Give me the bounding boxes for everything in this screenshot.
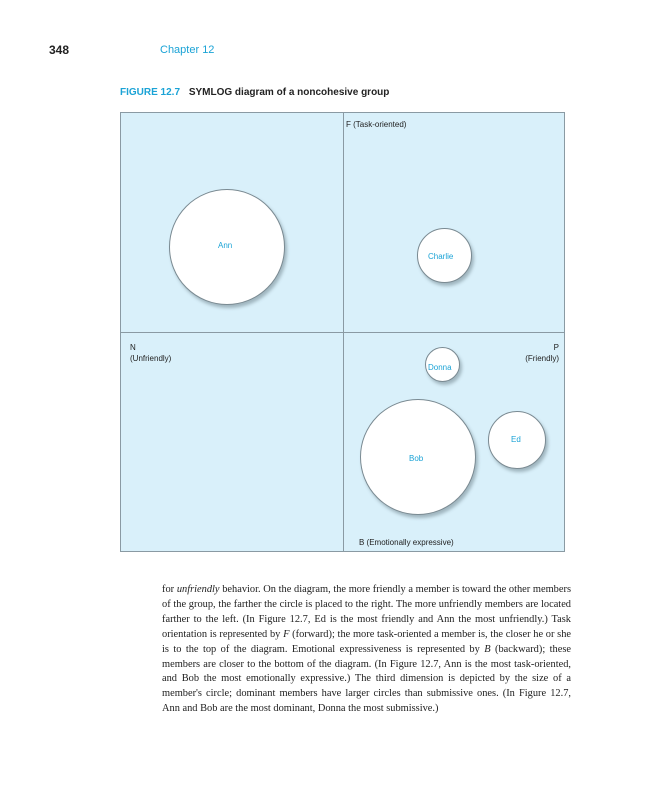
member-label-ed: Ed xyxy=(511,435,521,444)
body-text-segment: for xyxy=(162,584,177,595)
symlog-diagram xyxy=(120,112,565,552)
body-text-segment: behavior. On the diagram, the more friendly a member is toward the other members of the group, the farther the circle is placed to the right. The more unfriendly members are located farther to the left. (In Figure 12.7, Ed is the most friendly and Ann the most unfriendly.) Task orientation is represented by xyxy=(162,584,571,640)
body-text-segment: (backward); these members are closer to the bottom of the diagram. (In Figure 12.7, Ann is the most task-oriented, and Bob the most emotionally expressive.) The third dimension is depicted by the size of a member's circle; dominant members have larger circles than submissive ones. (In Figure 12.7, Ann and Bob are the most dominant, Donna the most submissive.) xyxy=(162,643,571,715)
body-emphasis: F xyxy=(283,628,290,640)
page-number: 348 xyxy=(49,43,70,57)
body-text-segment: (forward); the more task-oriented a member is, the closer he or she is to the top of the diagram. Emotional expressiveness is represented by xyxy=(162,628,571,655)
horizontal-axis xyxy=(121,332,564,333)
chapter-title: Chapter 12 xyxy=(160,44,215,56)
axis-label-top: F (Task-oriented) xyxy=(346,120,407,129)
axis-left-desc: (Unfriendly) xyxy=(130,354,172,363)
axis-left-letter: N xyxy=(130,343,136,352)
axis-right-desc: (Friendly) xyxy=(525,354,559,363)
body-emphasis: unfriendly xyxy=(176,584,220,595)
member-label-ann: Ann xyxy=(218,241,233,250)
member-label-bob: Bob xyxy=(409,454,424,463)
body-emphasis: B xyxy=(484,643,491,655)
axis-label-bottom: B (Emotionally expressive) xyxy=(359,538,454,547)
axis-right-letter: P xyxy=(553,343,559,352)
figure-number: FIGURE 12.7 xyxy=(120,87,181,98)
figure-title: SYMLOG diagram of a noncohesive group xyxy=(188,87,390,98)
axis-label-right xyxy=(525,342,559,364)
member-label-charlie: Charlie xyxy=(428,252,454,261)
figure-caption xyxy=(120,87,389,98)
member-label-donna: Donna xyxy=(428,363,452,372)
body-paragraph xyxy=(162,583,571,717)
axis-label-left xyxy=(130,342,171,364)
